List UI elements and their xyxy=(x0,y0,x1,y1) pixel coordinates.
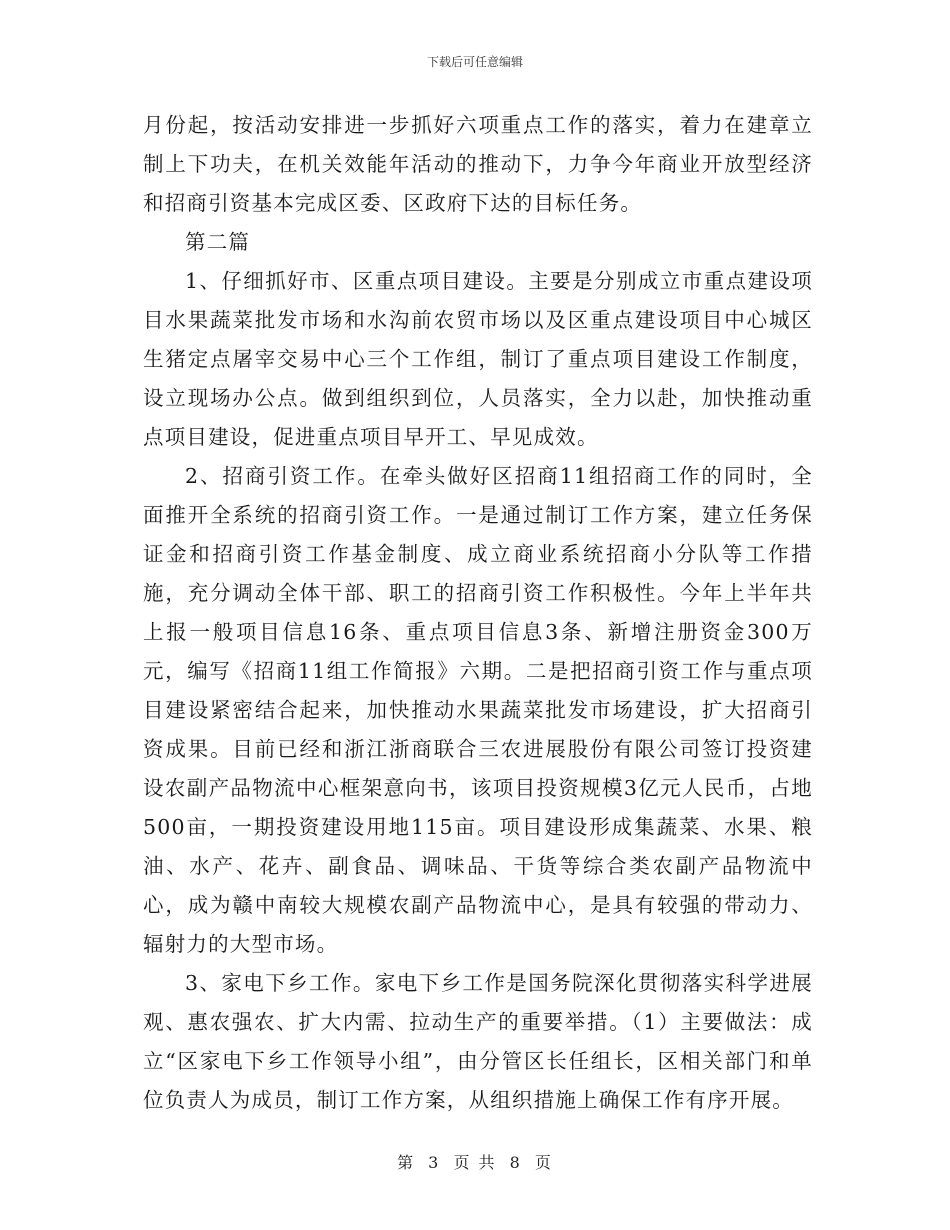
paragraph-1: 1、仔细抓好市、区重点项目建设。主要是分别成立市重点建设项目水果蔬菜批发市场和水沟前农贸市场以及区重点建设项目中心城区生猪定点屠宰交易中心三个工作组，制订了重点项目建设工作制度，设立现场办公点。做到组织到位，人员落实，全力以赴，加快推动重点项目建设，促进重点项目早开工、早见成效。 xyxy=(143,269,813,449)
section-title: 第二篇 xyxy=(185,230,251,254)
continuation-paragraph: 月份起，按活动安排进一步抓好六项重点工作的落实，着力在建章立制上下功夫，在机关效能年活动的推动下，力争今年商业开放型经济和招商引资基本完成区委、区政府下达的目标任务。 xyxy=(143,113,813,215)
footer-suffix: 页 xyxy=(534,1153,553,1172)
paragraph-2: 2、招商引资工作。在牵头做好区招商11组招商工作的同时，全面推开全系统的招商引资工作。一是通过制订工作方案，建立任务保证金和招商引资工作基金制度、成立商业系统招商小分队等工作措施，充分调动全体干部、职工的招商引资工作积极性。今年上半年共上报一般项目信息16条、重点项目信息3条、新增注册资金300万元，编写《招商11组工作简报》六期。二是把招商引资工作与重点项目建设紧密结合起来，加快推动水果蔬菜批发市场建设，扩大招商引资成果。目前已经和浙江浙商联合三农进展股份有限公司签订投资建设农副产品物流中心框架意向书，该项目投资规模3亿元人民币，占地500亩，一期投资建设用地115亩。项目建设形成集蔬菜、水果、粮油、水产、花卉、副食品、调味品、干货等综合类农副产品物流中心，成为赣中南较大规模农副产品物流中心，是具有较强的带动力、辐射力的大型市场。 xyxy=(143,464,813,956)
page-footer xyxy=(0,1150,950,1173)
document-body xyxy=(143,106,813,1120)
footer-prefix: 第 xyxy=(397,1153,416,1172)
footer-middle: 页 共 xyxy=(453,1153,497,1172)
footer-total-pages: 8 xyxy=(509,1153,522,1172)
header-note: 下载后可任意编辑 xyxy=(426,55,523,69)
footer-page-number: 3 xyxy=(428,1153,441,1172)
paragraph-3: 3、家电下乡工作。家电下乡工作是国务院深化贯彻落实科学进展观、惠农强农、扩大内需、拉动生产的重要举措。（1）主要做法：成立“区家电下乡工作领导小组”，由分管区长任组长，区相关部门和单位负责人为成员，制订工作方案，从组织措施上确保工作有序开展。 xyxy=(143,971,813,1112)
